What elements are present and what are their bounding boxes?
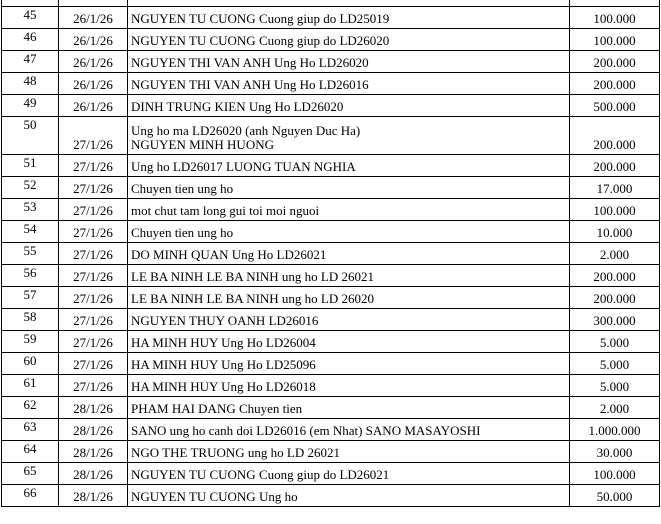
description-line: NGUYEN TU CUONG Cuong giup do LD26020 [131,33,390,48]
row-number: 58 [2,309,59,331]
description-line: HA MINH HUY Ung Ho LD25096 [131,357,316,372]
row-amount: 100.000 [570,7,660,29]
row-number: 60 [2,353,59,375]
row-amount: 1.000.000 [570,419,660,441]
row-date: 26/1/26 [59,29,128,51]
row-number: 49 [2,95,59,117]
row-description [128,397,570,419]
row-date: 26/1/26 [59,95,128,117]
row-number: 57 [2,287,59,309]
row-number: 52 [2,177,59,199]
table-row [2,485,660,507]
table-row [2,117,660,155]
row-amount: 300.000 [570,309,660,331]
description-line: mot chut tam long gui toi moi nguoi [131,203,320,218]
table-row [2,375,660,397]
row-date: 28/1/26 [59,397,128,419]
table-row [2,199,660,221]
row-description [128,51,570,73]
table-row [2,397,660,419]
table-row [2,51,660,73]
row-amount: 17.000 [570,177,660,199]
row-amount: 200.000 [570,265,660,287]
description-line: NGO THE TRUONG ung ho LD 26021 [131,445,340,460]
row-date: 27/1/26 [59,309,128,331]
donation-table-body [2,0,660,507]
table-row [2,221,660,243]
row-description [128,287,570,309]
row-number: 62 [2,397,59,419]
row-date: 26/1/26 [59,51,128,73]
row-amount: 5.000 [570,331,660,353]
row-description [128,309,570,331]
row-number: 46 [2,29,59,51]
row-date: 27/1/26 [59,199,128,221]
description-line: NGUYEN TU CUONG Cuong giup do LD26021 [131,467,390,482]
table-row [2,243,660,265]
row-date: 27/1/26 [59,243,128,265]
row-date: 27/1/26 [59,331,128,353]
row-date: 27/1/26 [59,287,128,309]
table-row [2,287,660,309]
row-description [128,155,570,177]
description-line: Ung ho LD26017 LUONG TUAN NGHIA [131,159,356,174]
row-description [128,463,570,485]
row-number: 53 [2,199,59,221]
row-number: 63 [2,419,59,441]
table-row [2,353,660,375]
row-amount: 100.000 [570,29,660,51]
table-row [2,463,660,485]
row-date: 26/1/26 [59,7,128,29]
row-number: 59 [2,331,59,353]
row-date: 27/1/26 [59,353,128,375]
description-line: Chuyen tien ung ho [131,225,234,240]
row-description [128,29,570,51]
table-row [2,441,660,463]
table-row [2,29,660,51]
row-amount: 2.000 [570,243,660,265]
row-number: 48 [2,73,59,95]
row-amount: 500.000 [570,95,660,117]
table-row [2,155,660,177]
description-line: Chuyen tien ung ho [131,181,234,196]
row-amount: 5.000 [570,375,660,397]
table-row [2,7,660,29]
row-number: 55 [2,243,59,265]
row-amount: 10.000 [570,221,660,243]
row-description [128,375,570,397]
row-date: 27/1/26 [59,177,128,199]
row-number: 56 [2,265,59,287]
row-amount: 200.000 [570,51,660,73]
row-date: 28/1/26 [59,419,128,441]
description-line: NGUYEN THUY OANH LD26016 [131,313,319,328]
row-number: 54 [2,221,59,243]
description-line: DO MINH QUAN Ung Ho LD26021 [131,247,327,262]
description-line: Ung ho ma LD26020 (anh Nguyen Duc Ha) [131,123,361,138]
row-number: 51 [2,155,59,177]
row-number: 50 [2,117,59,155]
row-description [128,419,570,441]
row-amount: 5.000 [570,353,660,375]
description-line: PHAM HAI DANG Chuyen tien [131,401,303,416]
row-description [128,117,570,155]
row-description [128,199,570,221]
description-line: NGUYEN TU CUONG Cuong giup do LD25019 [131,11,390,26]
row-date: 27/1/26 [59,221,128,243]
table-row [2,419,660,441]
row-amount: 2.000 [570,397,660,419]
row-date: 28/1/26 [59,463,128,485]
description-line: NGUYEN THI VAN ANH Ung Ho LD26016 [131,77,369,92]
description-line: NGUYEN TU CUONG Ung ho [131,489,298,504]
table-row [2,331,660,353]
row-amount: 50.000 [570,485,660,507]
row-description [128,353,570,375]
row-description [128,243,570,265]
description-line: HA MINH HUY Ung Ho LD26004 [131,335,316,350]
row-description [128,441,570,463]
description-line: DINH TRUNG KIEN Ung Ho LD26020 [131,99,344,114]
description-line: LE BA NINH LE BA NINH ung ho LD 26020 [131,291,375,306]
row-date: 26/1/26 [59,73,128,95]
row-date: 27/1/26 [59,155,128,177]
description-line: LE BA NINH LE BA NINH ung ho LD 26021 [131,269,375,284]
row-description [128,221,570,243]
row-number: 61 [2,375,59,397]
row-number: 47 [2,51,59,73]
row-number: 64 [2,441,59,463]
row-amount: 100.000 [570,463,660,485]
row-date: 28/1/26 [59,441,128,463]
row-description [128,95,570,117]
table-row [2,73,660,95]
row-description [128,177,570,199]
row-description [128,485,570,507]
donation-table [1,0,660,507]
row-amount: 30.000 [570,441,660,463]
row-amount: 200.000 [570,73,660,95]
description-line: NGUYEN MINH HUONG [131,137,274,152]
row-description [128,73,570,95]
table-row [2,309,660,331]
row-date: 27/1/26 [59,265,128,287]
row-description [128,265,570,287]
row-amount: 100.000 [570,199,660,221]
description-line: HA MINH HUY Ung Ho LD26018 [131,379,316,394]
table-row [2,265,660,287]
row-date: 27/1/26 [59,375,128,397]
description-line: NGUYEN THI VAN ANH Ung Ho LD26020 [131,55,369,70]
row-amount: 200.000 [570,287,660,309]
row-number: 65 [2,463,59,485]
row-date: 27/1/26 [59,117,128,155]
row-number: 66 [2,485,59,507]
row-date: 28/1/26 [59,485,128,507]
row-description [128,331,570,353]
description-line: SANO ung ho canh doi LD26016 (em Nhat) SANO MASAYOSHI [131,423,481,438]
row-description [128,7,570,29]
row-amount: 200.000 [570,155,660,177]
table-row [2,177,660,199]
table-row [2,95,660,117]
row-amount: 200.000 [570,117,660,155]
row-number: 45 [2,7,59,29]
